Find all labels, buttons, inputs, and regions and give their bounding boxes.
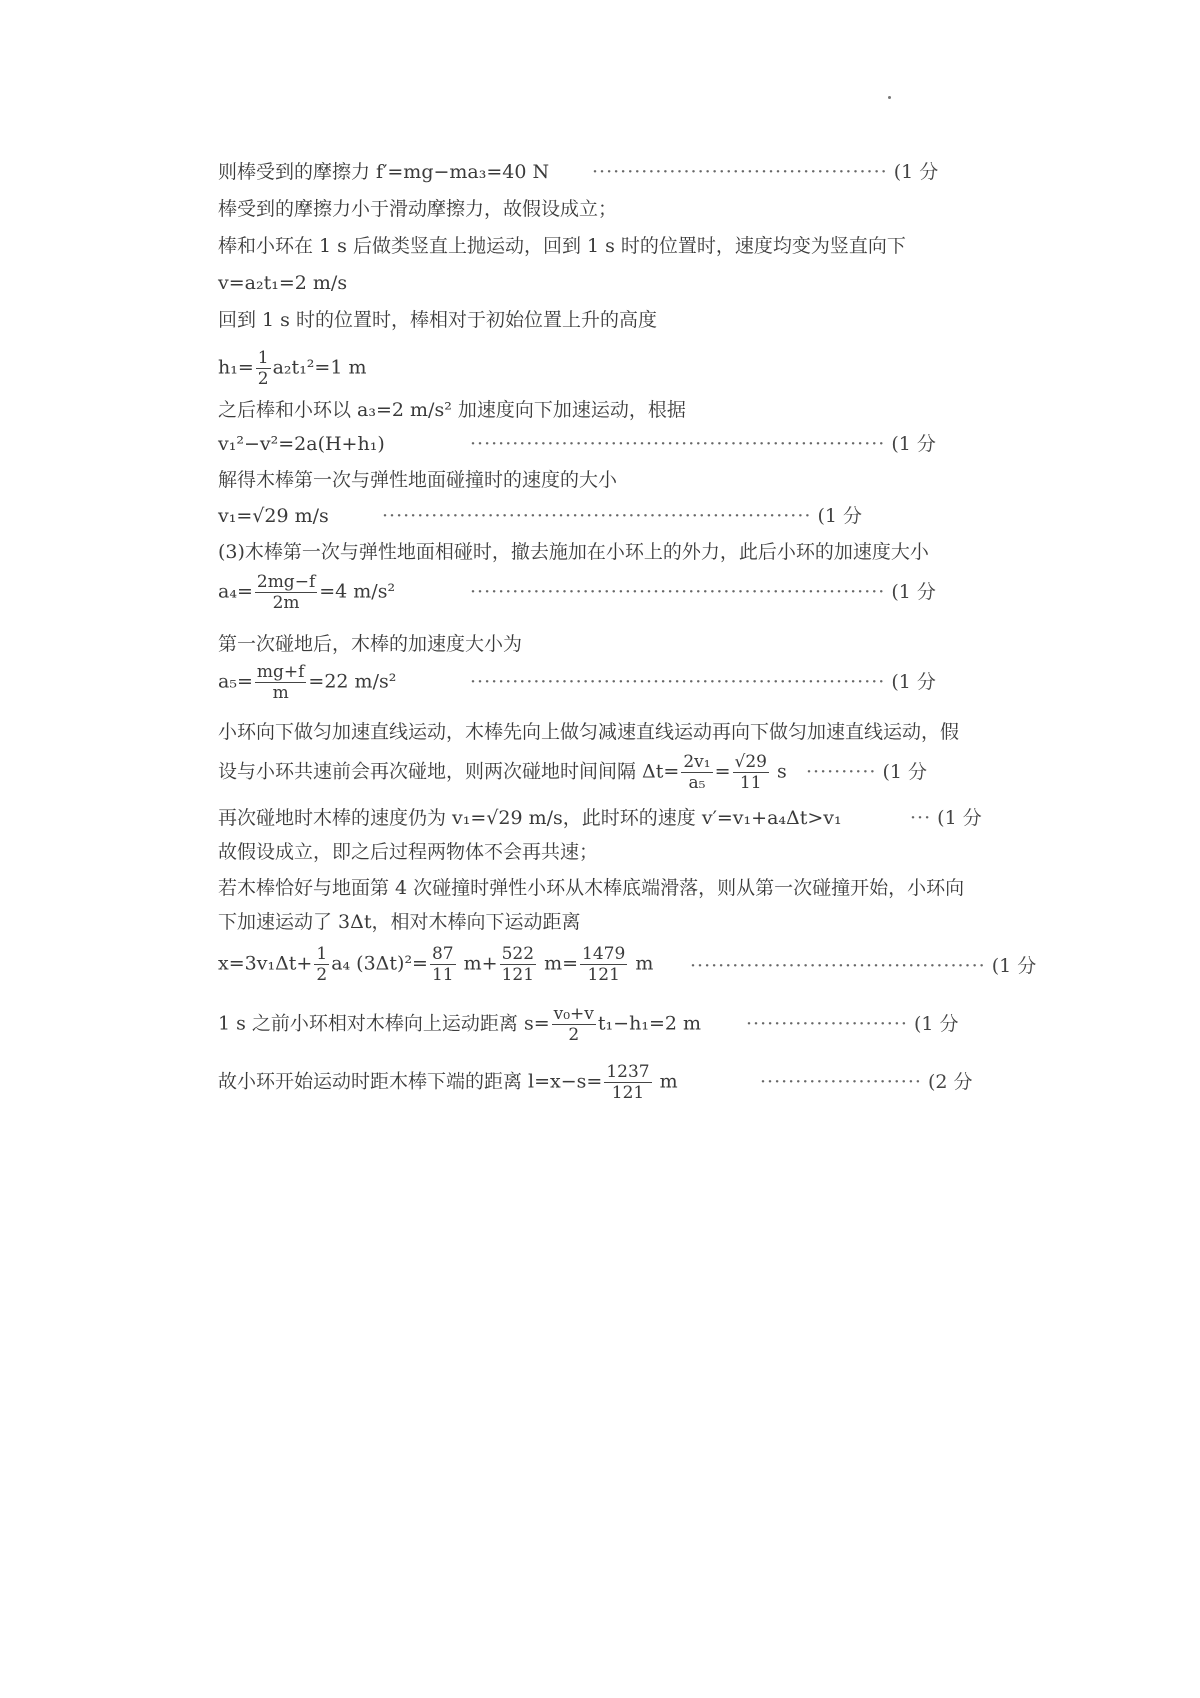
line-first-collision-speed: 解得木棒第一次与弹性地面碰撞时的速度的大小 [218, 469, 618, 491]
fraction: $\frac{522}{121}$ [501, 944, 535, 985]
score-s: ······················· (1 分 [746, 1013, 959, 1035]
score-a4: ··························································· (1 分 [470, 581, 936, 603]
line-rod-accel-after: 第一次碰地后，木棒的加速度大小为 [218, 633, 523, 655]
score-l17: ··· (1 分 [910, 807, 982, 829]
score-a5: ··························································· (1 分 [470, 671, 936, 693]
line-part3-intro: (3)木棒第一次与弹性地面相碰时，撤去施加在小环上的外力，此后小环的加速度大小 [218, 541, 929, 563]
line-friction-force: 则棒受到的摩擦力 f′=mg−ma₃=40 N [218, 161, 550, 183]
scan-speck [888, 96, 891, 99]
line-velocity-v: v=a₂t₁=2 m/s [218, 272, 348, 294]
line-x-formula: x=3v₁Δt+ $\frac{1}{2}$ a₄ (3Δt)²= $\frac{87}{11}$ m+ $\frac{522}{121}$ m= $\frac{1479}{121}$ m [218, 944, 654, 985]
fraction: $\frac{\text{2v₁}}{\text{a₅}}$ [683, 752, 711, 793]
score-x: ·········································· (1 分 [690, 955, 1037, 977]
line-a4-formula: a₄= $\frac{2mg-f}{2m}$ =4 m/s² [218, 572, 396, 613]
score-dt: ·········· (1 分 [806, 761, 927, 783]
score-l10: ····························································· (1 分 [382, 505, 863, 527]
line-projectile-motion: 棒和小环在 1 s 后做类竖直上抛运动，回到 1 s 时的位置时，速度均变为竖直向下 [218, 235, 906, 257]
fraction: $\frac{1}{2}$ [316, 944, 328, 985]
line-kinematics-eq: v₁²−v²=2a(H+h₁) [218, 433, 385, 455]
line-assumption-holds: 棒受到的摩擦力小于滑动摩擦力，故假设成立； [218, 198, 618, 220]
fraction: $\frac{\text{v₀+v}}{2}$ [553, 1004, 594, 1045]
fraction: $\frac{1}{2}$ [257, 348, 269, 389]
line-second-collision: 再次碰地时木棒的速度仍为 v₁=√29 m/s，此时环的速度 v′=v₁+a₄Δt>v₁ [218, 807, 842, 829]
line-l-formula: 故小环开始运动时距木棒下端的距离 l=x−s= $\frac{1237}{121}$ m [218, 1062, 678, 1103]
line-fourth-collision: 若木棒恰好与地面第 4 次碰撞时弹性小环从木棒底端滑落，则从第一次碰撞开始，小环向 [218, 877, 965, 899]
fraction: $\frac{1237}{121}$ [606, 1062, 650, 1103]
score-label: (1 分 [893, 161, 939, 183]
line-a5-formula: a₅= $\frac{mg+f}{m}$ =22 m/s² [218, 662, 397, 703]
fraction: $\frac{mg+f}{m}$ [256, 662, 305, 703]
line-v1-value: v₁=√29 m/s [218, 505, 329, 527]
fraction: $\frac{2mg-f}{2m}$ [256, 572, 316, 613]
score-l8: ··························································· (1 分 [470, 433, 936, 455]
line-relative-distance: 下加速运动了 3Δt，相对木棒向下运动距离 [218, 911, 581, 933]
fraction: $\frac{87}{11}$ [431, 944, 454, 985]
fraction: $\frac{1479}{121}$ [582, 944, 626, 985]
line-return-height: 回到 1 s 时的位置时，棒相对于初始位置上升的高度 [218, 309, 657, 331]
line-ring-motion: 小环向下做匀加速直线运动，木棒先向上做匀减速直线运动再向下做匀加速直线运动，假 [218, 721, 960, 743]
line-s-formula: 1 s 之前小环相对木棒向上运动距离 s= $\frac{\text{v₀+v}}{2}$ t₁−h₁=2 m [218, 1004, 702, 1045]
line-downward-accel: 之后棒和小环以 a₃=2 m/s² 加速度向下加速运动，根据 [218, 399, 686, 421]
line-h1-formula: h₁= $\frac{1}{2}$ a₂t₁²=1 m [218, 348, 367, 389]
line-delta-t: 设与小环共速前会再次碰地，则两次碰地时间间隔 Δt= $\frac{\text{2v₁}}{\text{a₅}}$ = $\frac{√29}{11}$ s [218, 752, 787, 793]
line-assumption-true: 故假设成立，即之后过程两物体不会再共速； [218, 841, 599, 863]
leader-dots: ·········································· [592, 161, 888, 183]
score-l: ······················· (2 分 [760, 1071, 973, 1093]
fraction: $\frac{√29}{11}$ [734, 752, 767, 793]
score-l1 [592, 160, 938, 184]
